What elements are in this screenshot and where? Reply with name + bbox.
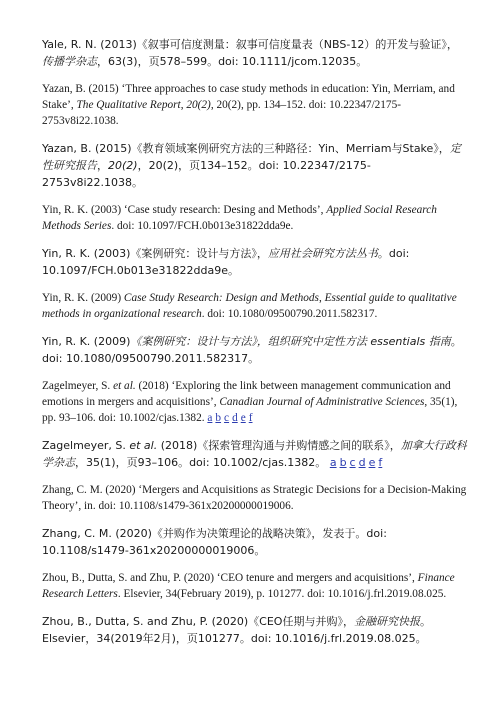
reference-text: Yazan, B. (2015) ‘Three approaches to case study methods in education: Yin, Merriam, and Stake’, <box>42 83 455 111</box>
journal-title: 定性研究报告 <box>42 142 461 172</box>
series-title: Applied Social Research Methods Series <box>42 204 437 232</box>
reference-text: , 20(2), pp. 134–152. doi: 10.22347/2175-2753v8i22.1038. <box>42 99 401 127</box>
reference-text: ，20(2)，页134–152。doi: 10.22347/2175-2753v8i22.1038。 <box>42 159 371 189</box>
book-title: 《案例研究：设计与方法》，组织研究中定性方法 essentials 指南 <box>130 335 451 348</box>
reference-text: . doi: 10.1080/09500790.2011.582317. <box>201 308 378 320</box>
reference-link-d[interactable]: d <box>232 412 238 424</box>
reference-link-c[interactable]: c <box>349 456 356 469</box>
reference-text: Zhou, B., Dutta, S. and Zhu, P. (2020)《CEO任期与并购》， <box>42 615 354 628</box>
journal-volume: 20(2) <box>186 99 211 111</box>
reference-links <box>326 456 385 469</box>
reference-link-f[interactable]: f <box>248 412 253 424</box>
reference-link-e[interactable]: e <box>368 456 376 469</box>
reference-text: ，63(3)，页578–599。doi: 10.1111/jcom.12035。 <box>97 55 368 68</box>
reference-entry-zhang-2020-cn <box>42 525 468 559</box>
reference-link-e[interactable]: e <box>240 412 246 424</box>
reference-text: ， <box>97 159 108 172</box>
reference-text: 。doi: 10.1097/FCH.0b013e31822dda9e。 <box>42 247 410 277</box>
reference-entry-yazan-2015-cn <box>42 140 468 191</box>
reference-text: Yin, R. K. (2003)《案例研究：设计与方法》， <box>42 247 268 260</box>
reference-links <box>207 412 255 424</box>
reference-text: . doi: 10.1097/FCH.0b013e31822dda9e. <box>111 220 294 232</box>
reference-link-b[interactable]: b <box>339 456 347 469</box>
reference-text: 。Elsevier，34(2019年2月)，页101277。doi: 10.1016/j.frl.2019.08.025。 <box>42 615 431 645</box>
reference-link-a[interactable]: a <box>207 412 213 424</box>
series-title: Essential guide to qualitative methods in organizational research <box>42 292 457 320</box>
reference-entry-zagelmeyer-2018-en <box>42 378 468 426</box>
reference-entry-yin-2009-en <box>42 290 468 322</box>
reference-text: Yale, R. N. (2013)《叙事可信度测量：叙事可信度量表（NBS-12）的开发与验证》， <box>42 38 458 51</box>
reference-text: (2018) ‘Exploring the link between management communication and emotions in mergers and acquisitions’, <box>42 380 451 408</box>
journal-title: Finance Research Letters <box>42 572 455 600</box>
reference-entry-yin-2003-en <box>42 202 468 234</box>
reference-text: Yin, R. K. (2009) <box>42 292 124 304</box>
reference-link-d[interactable]: d <box>358 456 366 469</box>
reference-text: (2018)《探索管理沟通与并购情感之间的联系》， <box>157 439 401 452</box>
reference-text: , <box>180 99 187 111</box>
reference-text: , 35(1), pp. 93–106. doi: 10.1002/cjas.1382. <box>42 396 458 424</box>
et-al: et al. <box>129 439 158 452</box>
journal-title: The Qualitative Report <box>76 99 181 111</box>
reference-text: , <box>318 292 325 304</box>
journal-title: 加拿大行政科学杂志 <box>42 439 467 469</box>
et-al: et al. <box>113 380 136 392</box>
reference-text: ，35(1)，页93–106。doi: 10.1002/cjas.1382。 <box>75 456 327 469</box>
reference-text: Yin, R. K. (2009) <box>42 335 131 348</box>
reference-text: Zhang, C. M. (2020)《并购作为决策理论的战略决策》，发表于。doi: 10.1108/s1479-361x20200000019006。 <box>42 527 387 557</box>
book-title: Case Study Research: Design and Methods <box>123 292 319 304</box>
journal-title: Canadian Journal of Administrative Sciences <box>219 396 425 408</box>
reference-entry-yin-2003-cn <box>42 245 468 279</box>
reference-entry-yin-2009-cn <box>42 333 468 367</box>
reference-link-c[interactable]: c <box>224 412 230 424</box>
reference-entry-zhang-2020-en <box>42 482 468 514</box>
reference-link-b[interactable]: b <box>215 412 222 424</box>
reference-text: Zhou, B., Dutta, S. and Zhu, P. (2020) ‘CEO tenure and mergers and acquisitions’, <box>42 572 418 584</box>
reference-text: Zagelmeyer, S. <box>42 380 114 392</box>
reference-link-f[interactable]: f <box>378 456 383 469</box>
reference-entry-zhou-2020-cn <box>42 613 468 647</box>
reference-link-a[interactable]: a <box>329 456 337 469</box>
reference-entry-zhou-2020-en <box>42 570 468 602</box>
reference-text: Zagelmeyer, S. <box>42 439 130 452</box>
reference-entry-yale-2013-cn <box>42 36 468 70</box>
journal-title: 金融研究快报 <box>353 615 420 628</box>
journal-title: 传播学杂志 <box>42 55 97 68</box>
reference-entry-zagelmeyer-2018-cn <box>42 437 468 471</box>
reference-text: 。doi: 10.1080/09500790.2011.582317。 <box>42 335 462 365</box>
reference-text: . Elsevier, 34(February 2019), p. 101277. doi: 10.1016/j.frl.2019.08.025. <box>117 588 447 600</box>
journal-volume: 20(2) <box>108 159 138 172</box>
series-title: 应用社会研究方法丛书 <box>267 247 378 260</box>
reference-entry-yazan-2015-en <box>42 81 468 129</box>
reference-text: Zhang, C. M. (2020) ‘Mergers and Acquisitions as Strategic Decisions for a Decision-Making Theory’, in. doi: 10.1108/s1479-361x20200000019006. <box>42 484 467 512</box>
reference-text: Yazan, B. (2015)《教育领域案例研究方法的三种路径：Yin、Merriam与Stake》， <box>42 142 450 155</box>
reference-text: Yin, R. K. (2003) ‘Case study research: Desing and Methods’, <box>42 204 327 216</box>
